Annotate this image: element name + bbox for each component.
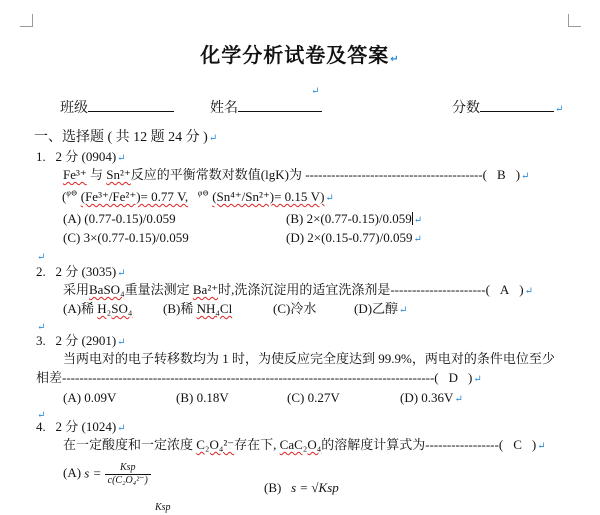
q3-option-b-text: (B) 0.18V [176, 390, 229, 405]
q2-number: 2. [36, 264, 46, 279]
q4-meta: 2 分 (1024) [55, 419, 117, 434]
q1-option-a-text: (A) (0.77-0.15)/0.059 [63, 211, 176, 226]
q4-option-a-lhs: s = [84, 465, 102, 481]
score-field[interactable] [452, 99, 563, 117]
chem-c2o4: C₂O₄²⁻ [196, 437, 235, 452]
q1-stem-close: ) [515, 167, 521, 182]
name-label: 姓名 [210, 101, 238, 116]
q2-header [36, 265, 126, 280]
q1-option-a[interactable] [63, 212, 176, 227]
exam-title [0, 44, 600, 67]
paragraph-mark-line [36, 319, 45, 334]
q4-stem-mid: 存在下, [234, 437, 277, 452]
paragraph-mark-line [310, 83, 319, 98]
name-field[interactable] [210, 99, 322, 117]
paragraph-mark: ↵ [117, 153, 126, 164]
paragraph-mark: ↵ [117, 337, 126, 348]
q1-stem: Fe³⁺ 与 Sn²⁺反应的平衡常数对数值(lgK)为 -----------------------------------------( B )↵ [63, 167, 530, 182]
q2-stem [63, 283, 533, 298]
q1-option-d-text: (D) 2×(0.15-0.77)/0.059 [286, 230, 413, 245]
q1-stem-text: 反应的平衡常数对数值(lgK)为 -----------------------------------------( [130, 167, 488, 182]
q1-potential-sn: (Sn⁴⁺/Sn²⁺)= 0.15 V) [212, 189, 325, 204]
chem-h2so4: H₂SO₄ [97, 301, 133, 316]
class-blank[interactable] [88, 99, 174, 112]
paragraph-mark: ↵ [473, 374, 482, 385]
q4-stem [63, 438, 546, 453]
q2-option-c-text: (C)冷水 [273, 301, 317, 316]
q3-stem-line1-text: 当两电对的电子转移数均为 1 时，为使反应完全度达到 99.9%，两电对的条件电位至少 [63, 351, 555, 366]
q4-option-a-numerator: Ksp [119, 462, 136, 473]
q3-header [36, 334, 126, 349]
paragraph-mark: ↵ [117, 268, 126, 279]
paragraph-mark: ↵ [413, 215, 423, 226]
phi-standard-symbol: φ⊖ [197, 188, 209, 198]
paragraph-mark: ↵ [454, 394, 463, 405]
q1-header [36, 150, 126, 165]
class-label: 班级 [60, 101, 88, 116]
paragraph-mark: ↵ [37, 322, 46, 333]
chem-fe3: Fe³⁺ [63, 167, 87, 182]
q2-option-b-text: (B)稀 [163, 301, 194, 316]
chem-cac2o4: CaC₂O₄ [279, 437, 322, 452]
q2-stem-close: ) [519, 282, 524, 297]
q1-option-c[interactable] [63, 231, 189, 246]
q1-potentials: ($^{\varphi⊖}$ (Fe³⁺/Fe²⁺)= 0.77 V, $^{\varphi⊖}$ (Sn⁴⁺/Sn²⁺)= 0.15 V)↵ [62, 188, 334, 204]
paragraph-mark-line [36, 249, 45, 264]
q4-option-b[interactable] [264, 481, 339, 496]
q4-number: 4. [36, 419, 46, 434]
q3-stem-line2-text: 相差--------------------------------------------------------------------------------------( [36, 370, 439, 385]
paragraph-mark: ↵ [208, 133, 218, 144]
paragraph-mark: ↵ [390, 54, 400, 65]
q4-option-c-partial-text: Ksp [155, 502, 171, 513]
q4-option-a-label: (A) [63, 464, 82, 480]
q1-number: 1. [36, 149, 46, 164]
q2-meta: 2 分 (3035) [55, 264, 117, 279]
paragraph-mark: ↵ [524, 286, 534, 297]
q3-option-b[interactable] [176, 391, 229, 406]
q1-meta: 2 分 (0904) [55, 149, 117, 164]
paragraph-mark: ↵ [325, 193, 334, 204]
q1-option-b[interactable] [286, 212, 422, 227]
q2-option-a[interactable] [63, 302, 132, 317]
q3-number: 3. [36, 333, 46, 348]
q2-stem-mid: 重量法测定 [124, 282, 190, 297]
page-corner-mark-top-left [20, 14, 33, 27]
paragraph-mark: ↵ [117, 423, 126, 434]
paragraph-mark: ↵ [521, 171, 530, 182]
score-blank[interactable] [480, 99, 554, 112]
chem-sn2: Sn²⁺ [106, 167, 131, 182]
q2-option-c[interactable] [273, 302, 316, 317]
q2-option-d-text: (D)乙醇 [354, 301, 399, 316]
q3-stem-close: ) [468, 370, 473, 385]
paragraph-mark: ↵ [37, 252, 46, 263]
q3-stem-line2 [36, 371, 482, 386]
name-blank[interactable] [238, 99, 322, 112]
q1-option-b-text: (B) 2×(0.77-0.15)/0.059 [286, 211, 412, 226]
q2-stem-post: 时,洗涤沉淀用的适宜洗涤剂是----------------------( [218, 282, 490, 297]
q1-option-c-text: (C) 3×(0.77-0.15)/0.059 [63, 230, 189, 245]
text-cursor [412, 212, 413, 225]
chem-nh4cl: NH₄Cl [196, 301, 233, 316]
q3-option-d-text: (D) 0.36V [400, 390, 454, 405]
q4-option-c-partial [155, 502, 171, 514]
page-corner-mark-top-right [568, 14, 581, 27]
q1-potential-fe: (Fe³⁺/Fe²⁺)= 0.77 V, [80, 189, 189, 204]
q3-option-c[interactable] [287, 391, 340, 406]
q1-answer: B [497, 167, 506, 182]
paragraph-mark: ↵ [399, 305, 408, 316]
q2-stem-pre: 采用 [63, 282, 90, 297]
q4-option-a[interactable] [63, 462, 151, 486]
section-heading-text: 一、选择题 ( 共 12 题 24 分 ) [34, 130, 208, 145]
paragraph-mark: ↵ [413, 234, 422, 245]
paragraph-mark: ↵ [37, 410, 46, 421]
q4-option-b-expr: s = √Ksp [291, 480, 339, 495]
paragraph-mark: ↵ [555, 104, 564, 115]
q3-option-a[interactable] [63, 391, 116, 406]
q4-stem-pre: 在一定酸度和一定浓度 [63, 437, 194, 452]
q4-answer: C [513, 437, 522, 452]
score-label: 分数 [452, 101, 480, 116]
q3-option-c-text: (C) 0.27V [287, 390, 340, 405]
phi-standard-symbol: φ⊖ [66, 188, 78, 198]
q2-answer: A [499, 282, 510, 297]
q2-option-b[interactable] [163, 302, 232, 317]
chem-ba2: Ba²⁺ [192, 282, 219, 297]
q1-option-d[interactable] [286, 231, 422, 246]
q2-option-d[interactable] [354, 302, 407, 317]
q4-stem-post: 的溶解度计算式为-----------------( [321, 437, 504, 452]
q3-answer: D [448, 370, 459, 385]
class-field[interactable] [60, 99, 174, 117]
q3-option-d[interactable] [400, 391, 463, 406]
q2-option-a-text: (A)稀 [63, 301, 95, 316]
q4-header [36, 420, 126, 435]
q4-option-b-label: (B) [264, 480, 282, 495]
section-heading [34, 130, 217, 146]
q3-meta: 2 分 (2901) [55, 333, 117, 348]
q3-option-a-text: (A) 0.09V [63, 390, 117, 405]
paragraph-mark: ↵ [311, 86, 320, 97]
q3-stem-line1 [63, 352, 555, 367]
q4-stem-close: ) [531, 437, 537, 452]
exam-title-text: 化学分析试卷及答案 [200, 43, 390, 67]
q4-option-a-denominator: c(C₂O₄²⁻) [105, 474, 151, 487]
chem-baso4: BaSO₄ [89, 282, 125, 297]
paragraph-mark: ↵ [537, 441, 546, 452]
q4-option-a-fraction [105, 462, 151, 486]
